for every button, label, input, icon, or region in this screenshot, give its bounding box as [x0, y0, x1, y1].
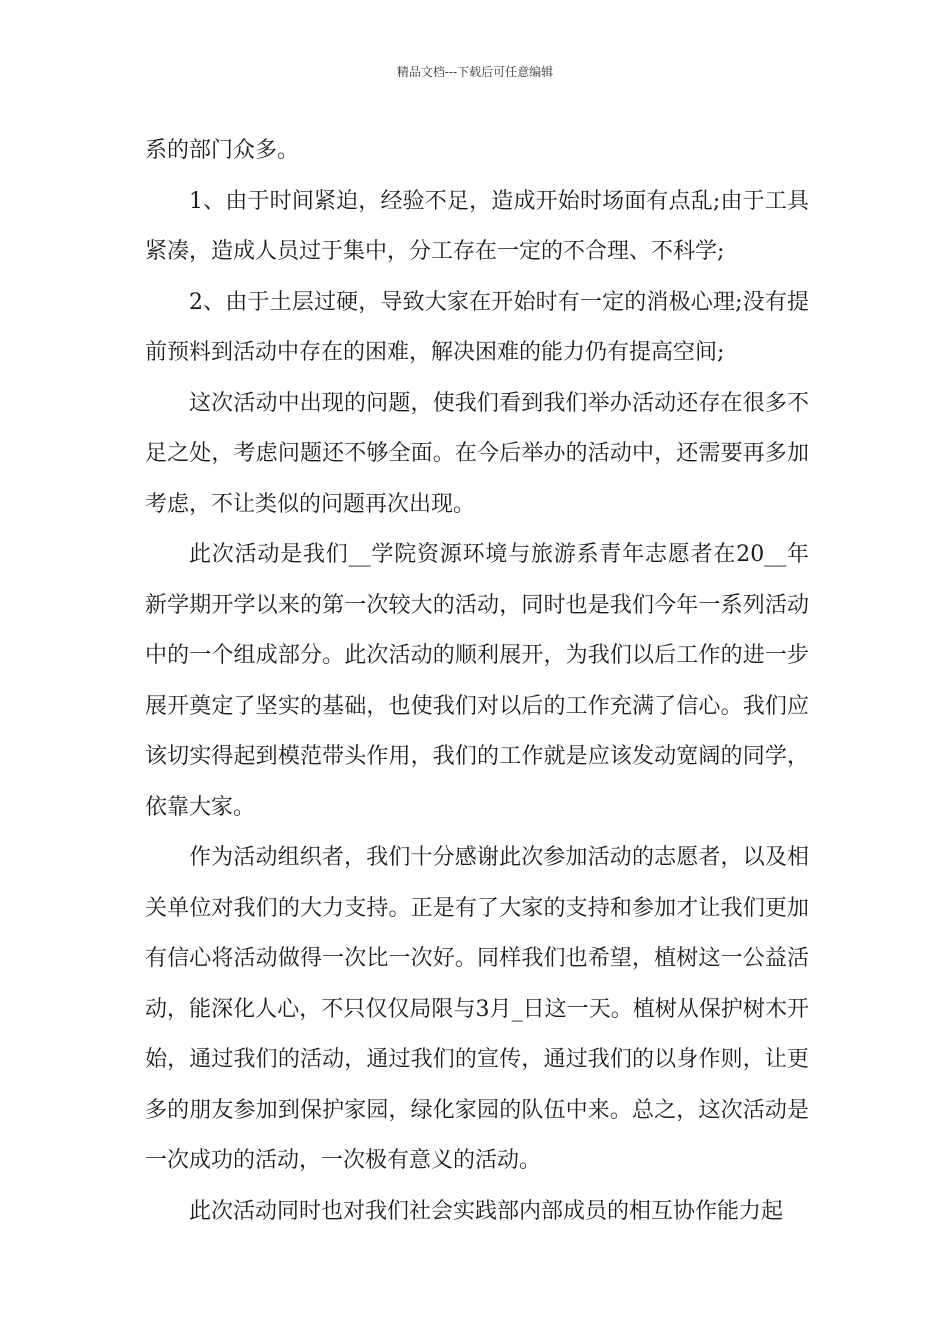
document-body: [145, 126, 809, 1237]
paragraph-continuation: 系的部门众多。: [145, 138, 300, 163]
paragraph-item-1: 1、由于时间紧迫，经验不足，造成开始时场面有点乱;由于工具紧凑，造成人员过于集中，分工存在一定的不合理、不科学;: [145, 188, 809, 264]
paragraph-problems: 这次活动中出现的问题，使我们看到我们举办活动还存在很多不足之处，考虑问题还不够全面。在今后举办的活动中，还需要再多加考虑，不让类似的问题再次出现。: [145, 390, 809, 517]
paragraph-thanks: 作为活动组织者，我们十分感谢此次参加活动的志愿者，以及相关单位对我们的大力支持。正是有了大家的支持和参加才让我们更加有信心将活动做得一次比一次好。同样我们也希望，植树这一公益活动，能深化人心，不只仅仅局限与3月_日这一天。植树从保护树木开始，通过我们的活动，通过我们的宣传，通过我们的以身作则，让更多的朋友参加到保护家园，绿化家园的队伍中来。总之，这次活动是一次成功的活动，一次极有意义的活动。: [145, 845, 809, 1173]
paragraph-teamwork: 此次活动同时也对我们社会实践部内部成员的相互协作能力起: [189, 1198, 784, 1224]
paragraph-item-2: 2、由于土层过硬，导致大家在开始时有一定的消极心理;没有提前预料到活动中存在的困难，解决困难的能力仍有提高空间;: [145, 289, 809, 365]
paragraph-activity-summary: 此次活动是我们__学院资源环境与旅游系青年志愿者在20__年新学期开学以来的第一次较大的活动，同时也是我们今年一系列活动中的一个组成部分。此次活动的顺利展开，为我们以后工作的进一步展开奠定了坚实的基础，也使我们对以后的工作充满了信心。我们应该切实得起到模范带头作用，我们的工作就是应该发动宽阔的同学，依靠大家。: [145, 542, 809, 820]
page-header: 精品文档---下载后可任意编辑: [396, 65, 554, 79]
